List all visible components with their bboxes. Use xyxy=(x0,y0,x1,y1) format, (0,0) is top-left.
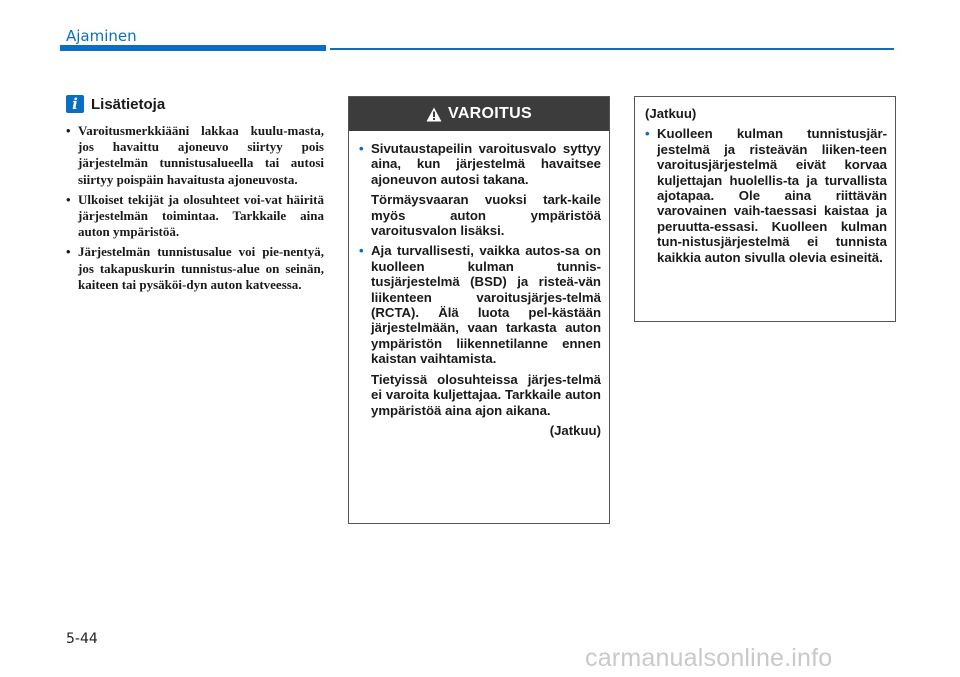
warning-title: VAROITUS xyxy=(448,105,532,122)
info-heading xyxy=(66,95,165,113)
warning-bullet xyxy=(359,141,601,187)
info-item: • Varoitusmerkkiääni lakkaa kuulu-masta, jos havaittu ajoneuvo siirtyy pois järjestelmän tunnistusalueella tai autosi siirtyy poispäin havaitusta ajoneuvosta. xyxy=(66,123,324,188)
warning-subparagraph: Tietyissä olosuhteissa järjes-telmä ei varoita kuljettajaa. Tarkkaile auton ympäristöä aina ajon aikana. xyxy=(371,371,601,418)
continuation-bullet xyxy=(645,126,887,265)
info-item: • Järjestelmän tunnistusalue voi pie-nentyä, jos takapuskurin tunnistus-alue on seinän, kaiteen tai pysäköi-dyn auton katveessa. xyxy=(66,244,324,293)
watermark: carmanualsonline.info xyxy=(585,644,833,672)
info-item: • Ulkoiset tekijät ja olosuhteet voi-vat häiritä järjestelmän toimintaa. Tarkkaile aina auton ympäristöä. xyxy=(66,192,324,241)
page-number: 5-44 xyxy=(66,631,98,647)
warning-triangle-icon xyxy=(426,107,442,122)
continuation-box xyxy=(634,96,896,322)
warning-body xyxy=(349,131,609,438)
info-list xyxy=(66,123,324,297)
continuation-lead: (Jatkuu) xyxy=(645,106,697,121)
warning-header xyxy=(349,97,609,131)
warning-bullet-text: Aja turvallisesti, vaikka autos-sa on kuolleen kulman tunnis-tusjärjestelmä (BSD) ja risteä-vän liikenteen varoitusjärjes-telmä (RCTA). Älä luota pel-kästään järjestelmään, vaan tarkasta auton ympäristön liikennetilanne ennen kaistan vaihtamista. xyxy=(371,243,601,367)
warning-bullet-text: Sivutaustapeilin varoitusvalo syttyy aina, kun järjestelmä havaitsee ajoneuvon autosi takana. xyxy=(371,141,601,187)
bullet-dot: • xyxy=(359,243,364,259)
info-icon: i xyxy=(66,95,84,113)
warning-box xyxy=(348,96,610,524)
warning-bullet xyxy=(359,243,601,366)
continuation-body xyxy=(635,97,895,265)
bullet-dot: • xyxy=(359,141,364,156)
header-rule-thin xyxy=(330,48,894,50)
continuation-bullet-text: Kuolleen kulman tunnistusjär-jestelmä ja risteävän liiken-teen varoitusjärjestelmä eivät korvaa kuljettajan huolellis-ta ja turvallista ajotapaa. Ole aina riittävän varovainen vaih-taessasi kaistaa ja peruutta-essasi. Kuolleen kulman tun-nistusjärjestelmä ei tunnista kaikkia auton sivulla olevia esineitä. xyxy=(657,126,887,265)
info-title: Lisätietoja xyxy=(91,95,166,113)
warning-subparagraph: Törmäysvaaran vuoksi tark-kaile myös auton ympäristöä varoitusvalon lisäksi. xyxy=(371,192,601,239)
section-title: Ajaminen xyxy=(66,27,137,45)
header-rule-thick xyxy=(60,45,326,51)
bullet-dot: • xyxy=(645,126,650,142)
continued-label: (Jatkuu) xyxy=(549,422,601,438)
